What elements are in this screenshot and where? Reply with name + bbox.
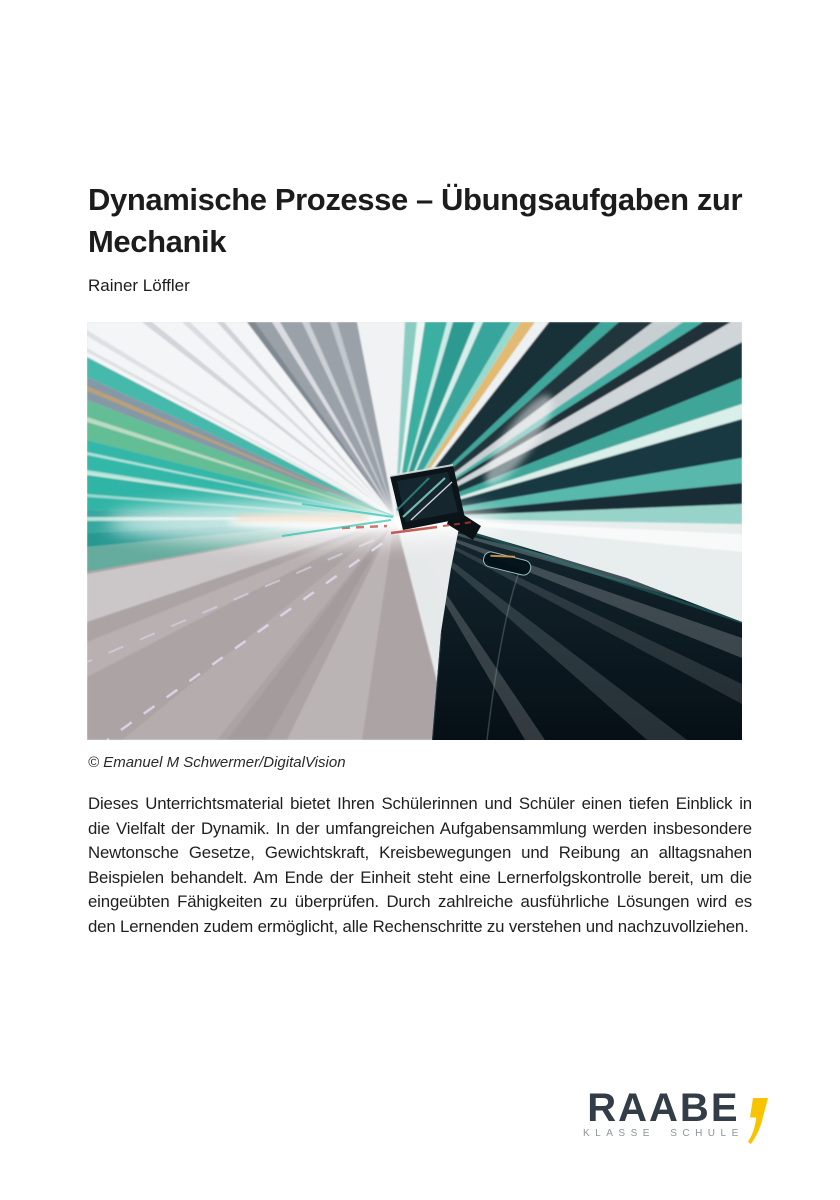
brand-name: RAABE bbox=[587, 1086, 740, 1130]
publisher-logo bbox=[583, 1088, 768, 1149]
brand-tagline: KLASSE SCHULE bbox=[583, 1128, 744, 1139]
cover-photo bbox=[87, 322, 742, 740]
description-paragraph: Dieses Unterrichtsmaterial bietet Ihren Schülerinnen und Schüler einen tiefen Einblick in die Vielfalt der Dynamik. In der umfangreichen Aufgabensammlung werden insbesondere Newtonsche Gesetze, Gewichtskraft, Kreisbewegungen und Reibung an alltagsnahen Beispielen behandelt. Am Ende der Einheit steht eine Lernerfolgskontrolle bereit, um die eingeübten Fähigkeiten zu überprüfen. Durch zahlreiche ausführliche Lösungen wird es den Lernenden zudem ermöglicht, alle Rechenschritte zu verstehen und nachzuvollziehen. bbox=[88, 794, 752, 936]
page-title: Dynamische Prozesse – Übungsaufgaben zur Mechanik bbox=[88, 181, 743, 259]
photo-credit: © Emanuel M Schwermer/DigitalVision bbox=[88, 754, 346, 771]
logo-comma-icon bbox=[748, 1098, 768, 1149]
tunnel-motion-blur-illustration bbox=[87, 322, 742, 740]
author-name: Rainer Löffler bbox=[88, 276, 190, 295]
